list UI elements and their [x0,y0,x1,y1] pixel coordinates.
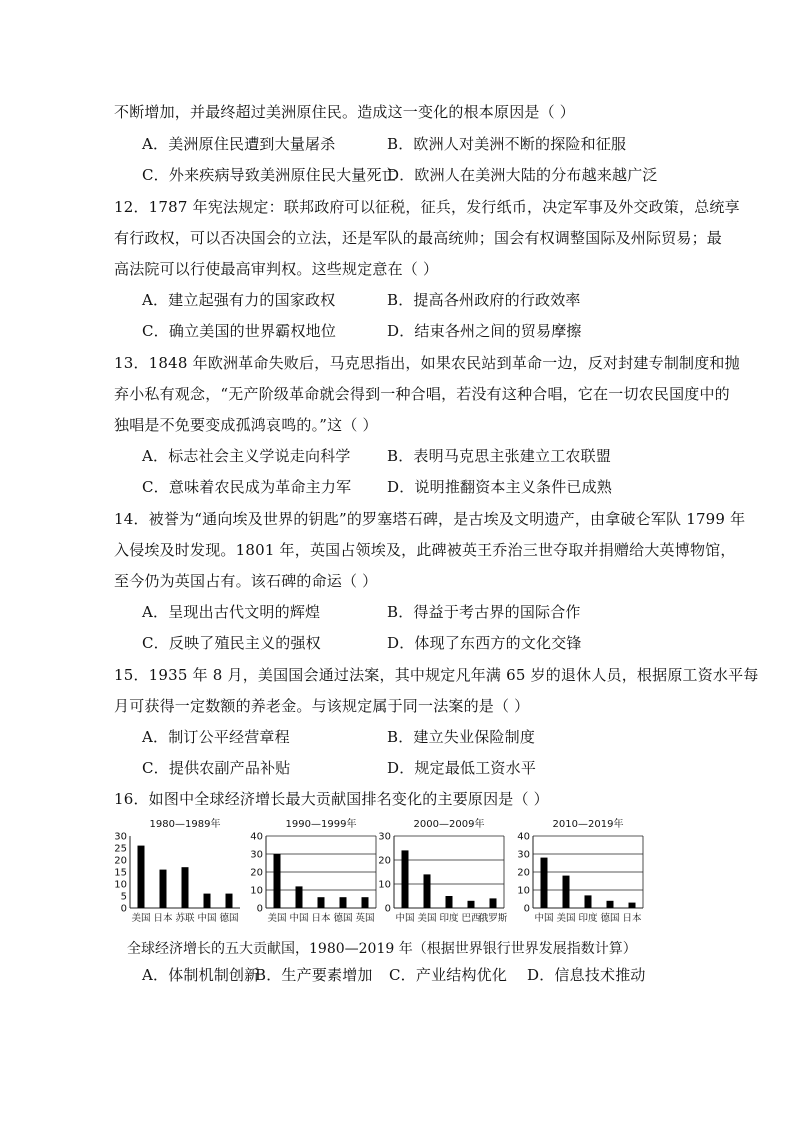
q15-option-c: C．提供农副产品补贴 [142,759,291,777]
chart-2010-2019 [515,816,650,938]
q15-option-d: D．规定最低工资水平 [387,759,537,777]
bar [446,896,453,908]
q12-option-c: C．确立美国的世界霸权地位 [142,322,337,340]
q13-option-d: D．说明推翻资本主义条件已成熟 [387,478,613,496]
q15-stem-line1: 15．1935 年 8 月，美国国会通过法案，其中规定凡年满 65 岁的退休人员，根据原工资水平每 [114,666,759,684]
q13-stem-line2: 弃小私有观念，“无产阶级革命就会得到一种合唱，若没有这种合唱，它在一切农民国度中的 [114,385,730,403]
x-tick-label: 巴西 [461,913,481,924]
bar [204,894,211,908]
chart-svg [112,816,247,934]
q12-stem-line2: 有行政权，可以否决国会的立法，还是军队的最高统帅；国会有权调整国际及州际贸易；最 [114,229,723,247]
q15-option-b: B．建立失业保险制度 [387,728,536,746]
x-tick-label: 中国 [395,913,415,924]
bar [468,901,475,908]
y-tick-label: 40 [250,831,263,843]
y-tick-label: 0 [523,903,530,915]
y-tick-label: 5 [120,891,127,903]
y-tick-label: 10 [517,885,530,897]
y-tick-label: 20 [517,867,530,879]
bar [424,874,431,908]
q15-option-a: A．制订公平经营章程 [142,728,290,746]
q14-stem-line1: 14．被誉为“通向埃及世界的钥匙”的罗塞塔石碑，是古埃及文明遗产，由拿破仑军队 1799 年 [114,510,746,528]
q14-option-b: B．得益于考古界的国际合作 [387,603,581,621]
bar [318,897,325,908]
x-tick-label: 美国 [417,913,437,924]
chart-svg [376,816,511,934]
bar [296,886,303,908]
chart-svg [515,816,650,934]
q14-option-d: D．体现了东西方的文化交锋 [387,634,582,652]
q16-option-c: C．产业结构优化 [389,966,508,984]
q16-option-d: D．信息技术推动 [527,966,646,984]
y-tick-label: 30 [517,849,530,861]
chart-title: 2000—2009年 [413,819,485,830]
q12-stem-line1: 12．1787 年宪法规定：联邦政府可以征税，征兵，发行纸币，决定军事及外交政策，总统享 [114,198,740,216]
bar [182,867,189,908]
bar [607,901,614,908]
q16-option-a: A．体制机制创新 [142,966,260,984]
x-tick-label: 中国 [534,913,554,924]
x-tick-label: 英国 [355,913,375,924]
q14-option-c: C．反映了殖民主义的强权 [142,634,321,652]
chart-caption: 全球经济增长的五大贡献国，1980—2019 年（根据世界银行世界发展指数计算） [127,941,637,957]
bar [362,897,369,908]
x-tick-label: 日本 [153,913,173,924]
y-tick-label: 0 [120,903,127,915]
bar [490,898,497,908]
y-tick-label: 40 [517,831,530,843]
q13-option-a: A．标志社会主义学说走向科学 [142,447,351,465]
y-tick-label: 20 [114,855,127,867]
q16-stem-line1: 16．如图中全球经济增长最大贡献国排名变化的主要原因是（ ） [114,790,549,808]
y-tick-label: 30 [250,849,263,861]
y-tick-label: 30 [114,831,127,843]
chart-svg [248,816,383,934]
bar [138,846,145,908]
q13-stem-line1: 13．1848 年欧洲革命失败后，马克思指出，如果农民站到革命一边，反对封建专制制度和抛 [114,354,740,372]
chart-1980-1989 [112,816,247,938]
chart-1990-1999 [248,816,383,938]
x-tick-label: 印度 [578,913,598,924]
q11-option-b: B．欧洲人对美洲不断的探险和征服 [387,135,627,153]
y-tick-label: 15 [114,867,127,879]
x-tick-label: 美国 [556,913,576,924]
chart-2000-2009 [376,816,511,938]
bar [585,895,592,908]
bar [402,850,409,908]
q14-stem-line3: 至今仍为英国占有。该石碑的命运（ ） [114,572,378,590]
q12-stem-line3: 高法院可以行使最高审判权。这些规定意在（ ） [114,260,439,278]
y-tick-label: 0 [256,903,263,915]
x-tick-label: 美国 [267,913,287,924]
q11-option-c: C．外来疾病导致美洲原住民大量死亡 [142,166,397,184]
x-tick-label: 中国 [289,913,309,924]
y-tick-label: 25 [114,843,127,855]
bar [541,858,548,908]
chart-title: 1980—1989年 [149,819,221,830]
q14-option-a: A．呈现出古代文明的辉煌 [142,603,321,621]
x-tick-label: 印度 [439,913,459,924]
y-tick-label: 20 [378,855,391,867]
x-tick-label: 日本 [622,913,642,924]
bar [629,903,636,908]
q14-stem-line2: 入侵埃及时发现。1801 年，英国占领埃及，此碑被英王乔治三世夺取并捐赠给大英博物馆， [114,541,736,559]
q11-option-d: D．欧洲人在美洲大陆的分布越来越广泛 [387,166,658,184]
bar [274,854,281,908]
y-tick-label: 10 [378,879,391,891]
q13-stem-line3: 独唱是不免要变成孤鸿哀鸣的。”这（ ） [114,416,378,434]
chart-title: 1990—1999年 [285,819,357,830]
x-tick-label: 俄罗斯 [478,913,508,924]
q12-option-b: B．提高各州政府的行政效率 [387,291,581,309]
x-tick-label: 德国 [600,913,620,924]
bar [226,894,233,908]
q11-option-a: A．美洲原住民遭到大量屠杀 [142,135,336,153]
q13-option-c: C．意味着农民成为革命主力军 [142,478,352,496]
y-tick-label: 10 [114,879,127,891]
q12-option-d: D．结束各州之间的贸易摩擦 [387,322,582,340]
x-tick-label: 美国 [131,913,151,924]
chart-title: 2010—2019年 [552,819,624,830]
q15-stem-line2: 月可获得一定数额的养老金。与该规定属于同一法案的是（ ） [114,697,530,715]
bar [340,897,347,908]
q16-option-b: B．生产要素增加 [255,966,373,984]
x-tick-label: 德国 [219,913,239,924]
y-tick-label: 20 [250,867,263,879]
x-tick-label: 中国 [197,913,217,924]
y-tick-label: 0 [384,903,391,915]
q11-stem: 不断增加，并最终超过美洲原住民。造成这一变化的根本原因是（ ） [114,103,575,121]
bar [160,870,167,908]
y-tick-label: 10 [250,885,263,897]
q12-option-a: A．建立起强有力的国家政权 [142,291,336,309]
x-tick-label: 苏联 [175,913,195,924]
q13-option-b: B．表明马克思主张建立工农联盟 [387,447,612,465]
x-tick-label: 日本 [311,913,331,924]
x-tick-label: 德国 [333,913,353,924]
y-tick-label: 30 [378,831,391,843]
bar [563,876,570,908]
